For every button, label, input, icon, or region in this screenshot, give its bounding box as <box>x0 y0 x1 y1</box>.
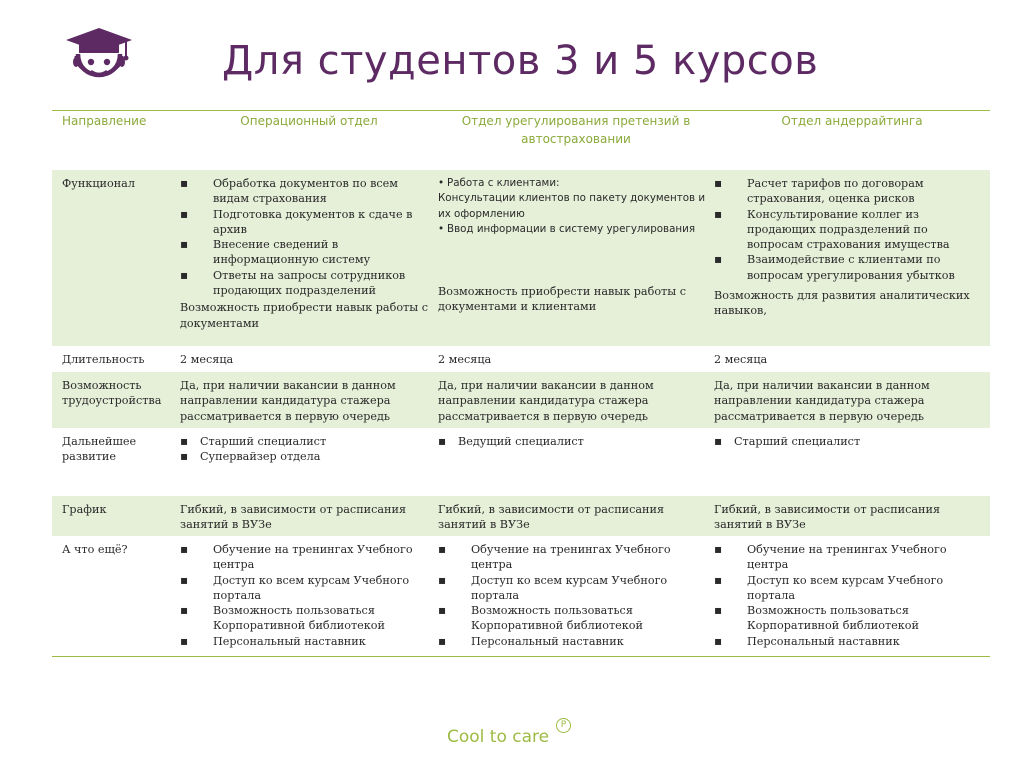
row-label-career: Дальнейшее развитие <box>62 435 137 464</box>
row-label-functional: Функционал <box>62 177 135 190</box>
table-row <box>52 170 990 346</box>
list-item: ▪ Персональный наставник <box>714 634 982 649</box>
row-label-extra: А что ещё? <box>62 543 128 556</box>
list-item: ▪ Обучение на тренингах Учебного центра <box>180 542 430 573</box>
functional-ops-note: Возможность приобрести навык работы с документами <box>180 301 428 330</box>
cell-employment-underwriting: Да, при наличии вакансии в данном направлении кандидатура стажера рассматривается в первую очередь <box>714 379 930 423</box>
graduate-cap-icon <box>64 26 134 88</box>
header-direction: Направление <box>62 114 147 128</box>
list-item: ▪ Возможность пользоваться Корпоративной библиотекой <box>714 603 982 634</box>
list-item: • Ввод информации в систему урегулирования <box>438 222 706 237</box>
list-item: ▪ Доступ ко всем курсам Учебного портала <box>180 573 430 604</box>
header-operations: Операционный отдел <box>240 114 378 128</box>
list-item: ▪ Ведущий специалист <box>438 434 706 449</box>
table-header-row <box>52 112 990 170</box>
header-divider <box>52 110 990 111</box>
cell-extra-underwriting <box>714 536 990 654</box>
cell-duration-underwriting: 2 месяца <box>714 353 768 366</box>
cell-schedule-underwriting: Гибкий, в зависимости от расписания занятий в ВУЗе <box>714 503 941 532</box>
cell-career-underwriting <box>714 428 990 496</box>
list-item: ▪ Доступ ко всем курсам Учебного портала <box>714 573 982 604</box>
table-row <box>52 496 990 536</box>
cell-functional-ops <box>180 170 438 346</box>
list-item: ▪ Доступ ко всем курсам Учебного портала <box>438 573 706 604</box>
claims-item-detail: Консультации клиентов по пакету документов и их оформлению <box>438 192 706 220</box>
cell-career-ops <box>180 428 438 496</box>
row-label-employment: Возможность трудоустройства <box>62 379 162 408</box>
cell-employment-claims: Да, при наличии вакансии в данном направлении кандидатура стажера рассматривается в первую очередь <box>438 379 654 423</box>
cell-career-claims <box>438 428 714 496</box>
list-item: ▪ Взаимодействие с клиентами по вопросам урегулирования убытков <box>714 252 982 283</box>
functional-claims-note: Возможность приобрести навык работы с документами и клиентами <box>438 285 686 314</box>
list-item: ▪ Персональный наставник <box>438 634 706 649</box>
internship-table <box>52 112 990 654</box>
header-underwriting: Отдел андеррайтинга <box>781 114 923 128</box>
list-item: ▪ Возможность пользоваться Корпоративной библиотекой <box>180 603 430 634</box>
list-item: ▪ Обработка документов по всем видам страхования <box>180 176 430 207</box>
list-item: ▪ Расчет тарифов по договорам страхования, оценка рисков <box>714 176 982 207</box>
table-row <box>52 372 990 428</box>
page-title: Для студентов 3 и 5 курсов <box>222 38 819 84</box>
table-row <box>52 428 990 496</box>
cell-schedule-ops: Гибкий, в зависимости от расписания занятий в ВУЗе <box>180 503 407 532</box>
list-item: ▪ Старший специалист <box>714 434 982 449</box>
cell-functional-claims <box>438 170 714 346</box>
list-item: ▪ Старший специалист <box>180 434 430 449</box>
list-item: ▪ Консультирование коллег из продающих подразделений по вопросам страхования имущества <box>714 207 982 253</box>
row-label-duration: Длительность <box>62 353 145 366</box>
list-item: ▪ Внесение сведений в информационную систему <box>180 237 430 268</box>
list-item: ▪ Возможность пользоваться Корпоративной библиотекой <box>438 603 706 634</box>
cell-extra-ops <box>180 536 438 654</box>
functional-underwriting-note: Возможность для развития аналитических навыков, <box>714 289 970 318</box>
list-item: ▪ Персональный наставник <box>180 634 430 649</box>
list-item: ▪ Подготовка документов к сдаче в архив <box>180 207 430 238</box>
list-item: ▪ Обучение на тренингах Учебного центра <box>714 542 982 573</box>
list-item: ▪ Супервайзер отдела <box>180 449 430 464</box>
list-item <box>438 176 706 191</box>
list-item: ▪ Обучение на тренингах Учебного центра <box>438 542 706 573</box>
footer-divider <box>52 656 990 657</box>
table-row <box>52 536 990 654</box>
brand-mark: P <box>556 718 571 733</box>
cell-duration-claims: 2 месяца <box>438 353 492 366</box>
cell-extra-claims <box>438 536 714 654</box>
list-item: ▪ Ответы на запросы сотрудников продающих подразделений <box>180 268 430 299</box>
cell-schedule-claims: Гибкий, в зависимости от расписания занятий в ВУЗе <box>438 503 665 532</box>
brand-text: Cool to care <box>447 727 550 747</box>
cell-employment-ops: Да, при наличии вакансии в данном направлении кандидатура стажера рассматривается в первую очередь <box>180 379 396 423</box>
row-label-schedule: График <box>62 503 107 516</box>
header-claims: Отдел урегулирования претензий в автостраховании <box>461 114 691 146</box>
claims-item-title: Работа с клиентами: <box>447 177 560 189</box>
cell-functional-underwriting <box>714 170 990 346</box>
cell-duration-ops: 2 месяца <box>180 353 234 366</box>
table-row <box>52 346 990 372</box>
